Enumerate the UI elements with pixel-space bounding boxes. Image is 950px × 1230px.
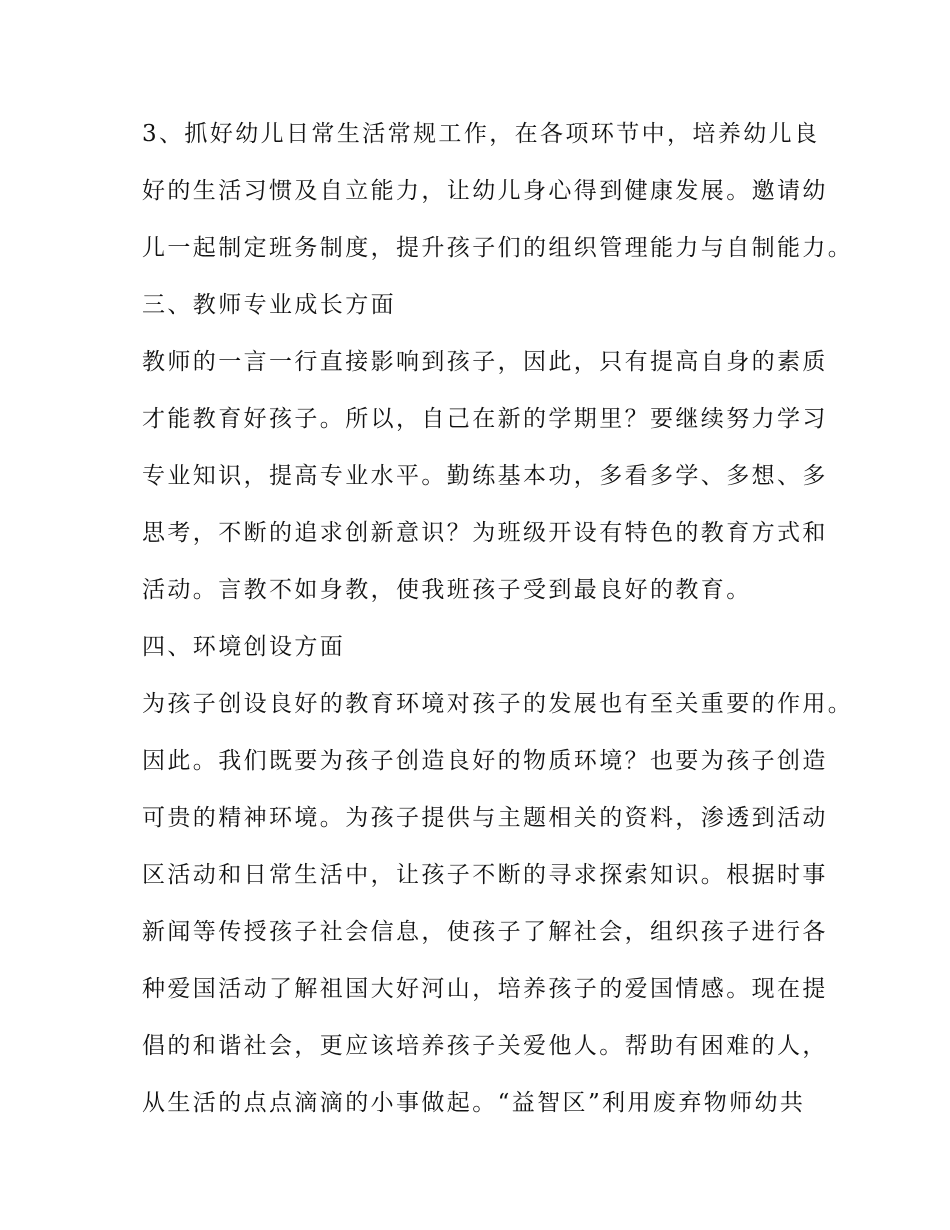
text-line: 种爱国活动了解祖国大好河山，培养孩子的爱国情感。现在提: [142, 976, 828, 1002]
text-line: 为孩子创设良好的教育环境对孩子的发展也有至关重要的作用。: [142, 691, 854, 717]
text-line: 从生活的点点滴滴的小事做起。“益智区”利用废弃物师幼共: [142, 1090, 806, 1116]
text-line: 区活动和日常生活中，让孩子不断的寻求探索知识。根据时事: [142, 862, 828, 888]
text-line: 新闻等传授孩子社会信息，使孩子了解社会，组织孩子进行各: [142, 919, 828, 945]
text-line: 儿一起制定班务制度，提升孩子们的组织管理能力与自制能力。: [142, 235, 854, 261]
section-heading: 三、教师专业成长方面: [142, 292, 396, 318]
text-line: 教师的一言一行直接影响到孩子，因此，只有提高自身的素质: [142, 349, 828, 375]
text-line: 才能教育好孩子。所以，自己在新的学期里？要继续努力学习: [142, 406, 828, 432]
text-line: 可贵的精神环境。为孩子提供与主题相关的资料，渗透到活动: [142, 805, 828, 831]
text-line: 思考，不断的追求创新意识？为班级开设有特色的教育方式和: [142, 520, 828, 546]
text-line: 好的生活习惯及自立能力，让幼儿身心得到健康发展。邀请幼: [142, 178, 828, 204]
text-line: 3、抓好幼儿日常生活常规工作，在各项环节中，培养幼儿良: [142, 121, 820, 147]
body-text: [142, 106, 854, 1132]
text-line: 活动。言教不如身教，使我班孩子受到最良好的教育。: [142, 577, 752, 603]
text-line: 因此。我们既要为孩子创造良好的物质环境？也要为孩子创造: [142, 748, 828, 774]
text-line: 专业知识，提高专业水平。勤练基本功，多看多学、多想、多: [142, 463, 828, 489]
text-line: 倡的和谐社会，更应该培养孩子关爱他人。帮助有困难的人，: [142, 1033, 828, 1059]
section-heading: 四、环境创设方面: [142, 634, 346, 660]
